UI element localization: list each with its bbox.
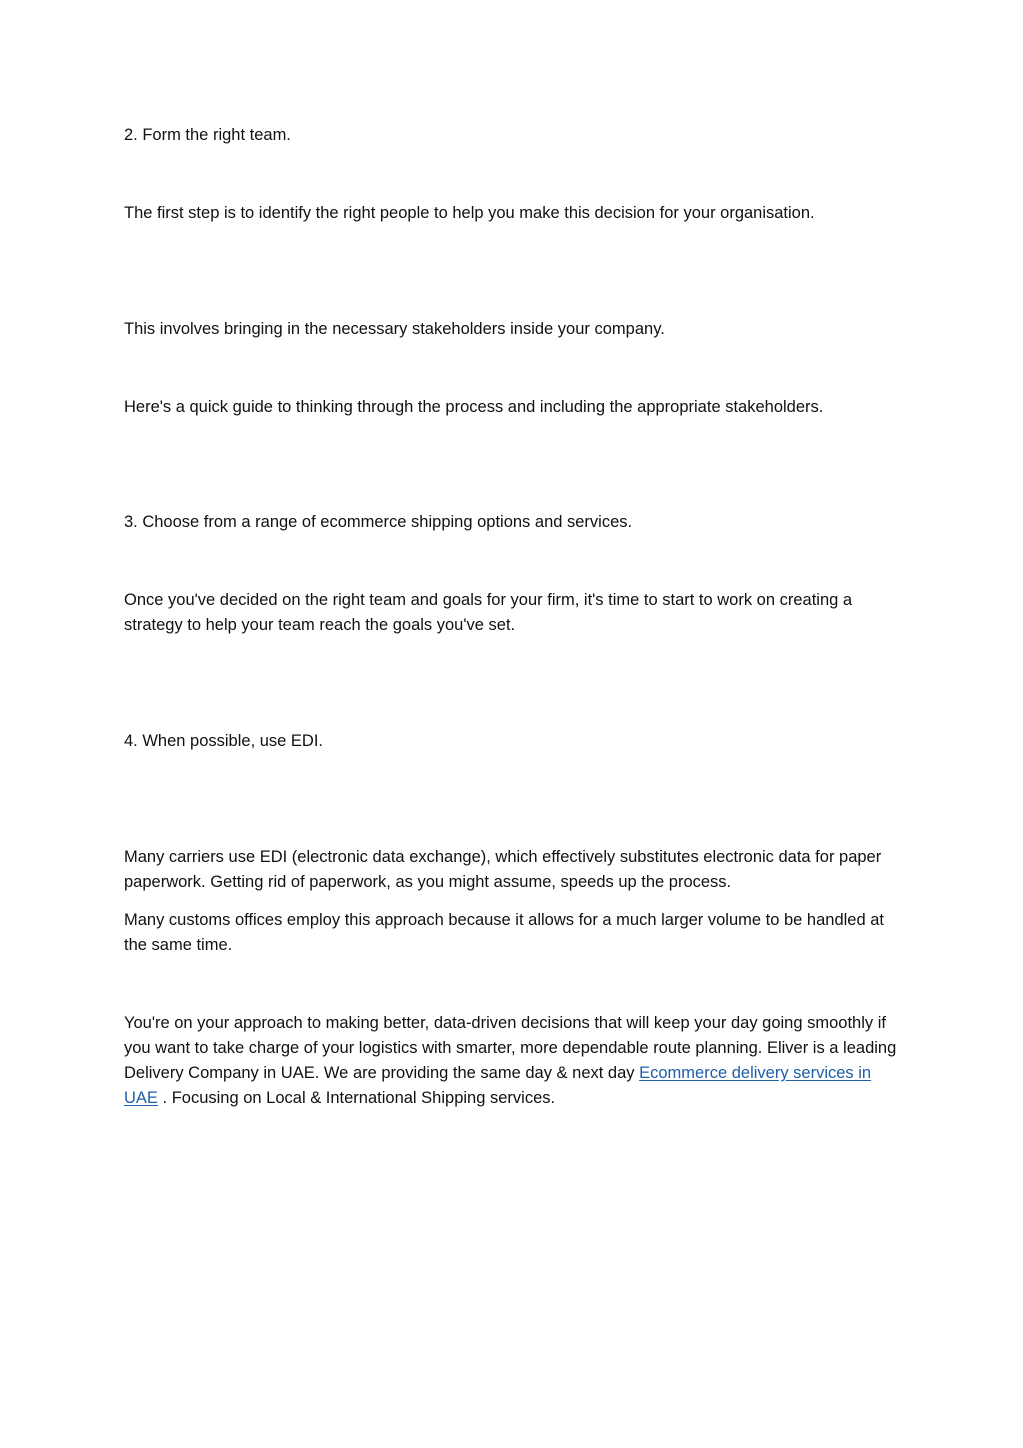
section-heading-form-team: 2. Form the right team.: [124, 126, 291, 144]
paragraph-quick-guide: Here's a quick guide to thinking through the process and including the appropriate stakeholders.: [124, 398, 824, 416]
section-heading-edi: 4. When possible, use EDI.: [124, 732, 324, 750]
paragraph-strategy: Once you've decided on the right team and goals for your firm, it's time to start to work on creating a strategy to help your team reach the goals you've set.: [124, 591, 853, 634]
section-heading-shipping-options: 3. Choose from a range of ecommerce shipping options and services.: [124, 513, 633, 531]
ecommerce-delivery-link[interactable]: Ecommerce delivery services in UAE: [124, 1064, 872, 1107]
paragraph-edi-carriers: Many carriers use EDI (electronic data exchange), which effectively substitutes electronic data for paper paperwork. Getting rid of paperwork, as you might assume, speeds up the process.: [124, 848, 882, 891]
paragraph-text-before-link: You're on your approach to making better, data-driven decisions that will keep your day going smoothly if you want to take charge of your logistics with smarter, more dependable route planning. Eliver is a leading Delivery Company in UAE. We are providing the same day & next day: [124, 1014, 897, 1082]
paragraph-identify-people: The first step is to identify the right people to help you make this decision for your organisation.: [124, 204, 815, 222]
paragraph-eliver-delivery: [124, 1011, 900, 1111]
paragraph-text-after-link: . Focusing on Local & International Shipping services.: [157, 1089, 556, 1107]
paragraph-customs-offices: Many customs offices employ this approach because it allows for a much larger volume to be handled at the same time.: [124, 911, 885, 954]
paragraph-stakeholders: This involves bringing in the necessary stakeholders inside your company.: [124, 320, 665, 338]
